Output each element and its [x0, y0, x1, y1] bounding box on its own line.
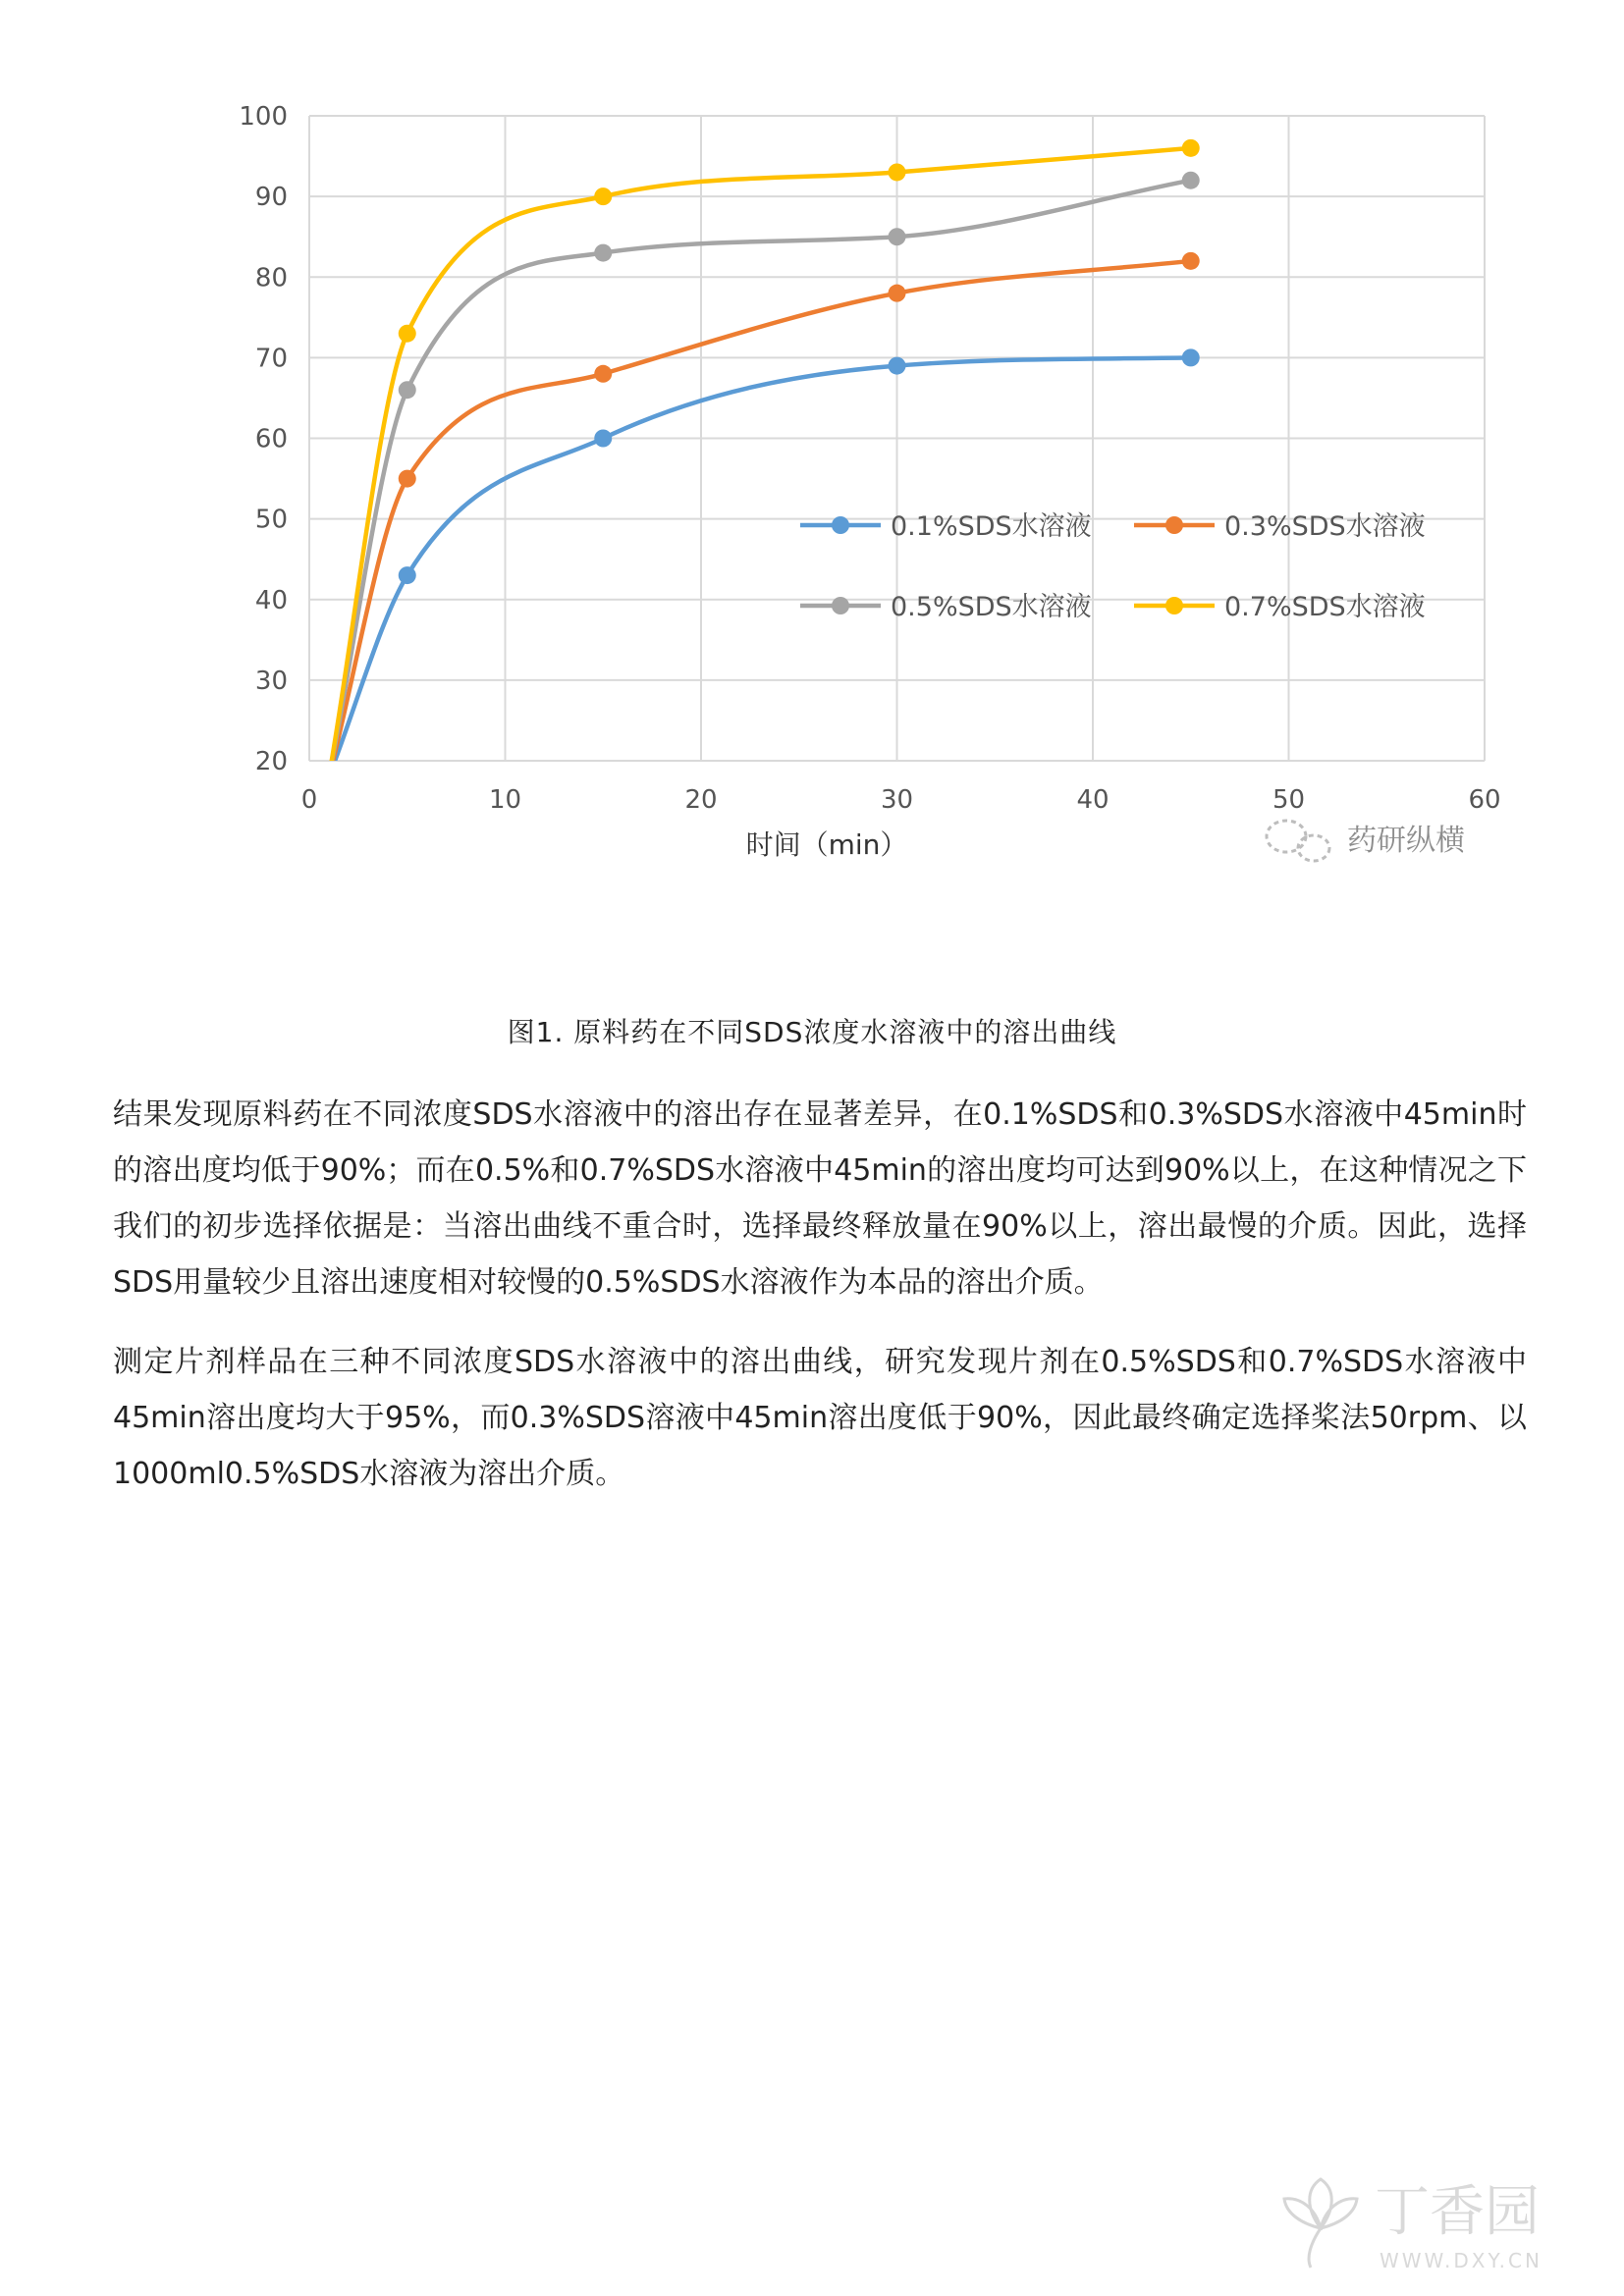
data-point: [399, 566, 416, 584]
x-tick-label: 60: [1468, 785, 1501, 815]
x-axis-label: 时间（min）: [745, 828, 908, 861]
x-tick-label: 10: [488, 785, 522, 815]
legend-swatch-marker: [1165, 597, 1183, 614]
data-point: [889, 163, 906, 181]
dissolution-chart: [0, 0, 1624, 903]
data-point: [1182, 139, 1200, 157]
data-point: [1182, 172, 1200, 189]
x-tick-label: 20: [684, 785, 718, 815]
x-tick-label: 0: [300, 785, 318, 815]
data-point: [399, 470, 416, 488]
legend-label: 0.5%SDS水溶液: [891, 592, 1092, 622]
y-tick-label: 40: [254, 585, 288, 615]
y-axis-ticks: [239, 102, 288, 776]
data-point: [889, 285, 906, 302]
paragraph-1: 结果发现原料药在不同浓度SDS水溶液中的溶出存在显著差异，在0.1%SDS和0.3%SDS水溶液中45min时的溶出度均低于90%；而在0.5%和0.7%SDS水溶液中45min的溶出度均可达到90%以上，在这种情况之下我们的初步选择依据是：当溶出曲线不重合时，选择最终释放量在90%以上，溶出最慢的介质。因此，选择SDS用量较少且溶出速度相对较慢的0.5%SDS水溶液作为本品的溶出介质。: [113, 1097, 1527, 1300]
data-point: [1182, 252, 1200, 270]
y-tick-label: 50: [254, 505, 288, 535]
data-point: [594, 430, 612, 448]
x-tick-label: 50: [1272, 785, 1306, 815]
chart-grid: [309, 116, 1485, 761]
legend-label: 0.1%SDS水溶液: [891, 511, 1092, 542]
data-point: [889, 357, 906, 375]
chart-lines: [329, 148, 1191, 777]
legend-swatch-marker: [832, 516, 849, 534]
legend-label: 0.3%SDS水溶液: [1224, 511, 1426, 542]
y-tick-label: 60: [254, 424, 288, 454]
data-point: [399, 325, 416, 343]
chart-watermark: [1267, 821, 1465, 861]
y-tick-label: 20: [254, 747, 288, 776]
y-tick-label: 30: [254, 666, 288, 696]
legend-item: [800, 592, 1092, 622]
legend-item: [1134, 511, 1426, 542]
legend-item: [1134, 592, 1426, 622]
y-tick-label: 100: [239, 102, 288, 132]
x-tick-label: 40: [1076, 785, 1110, 815]
data-point: [594, 365, 612, 383]
footer-watermark: [1276, 2169, 1600, 2287]
legend-item: [800, 511, 1092, 542]
data-point: [1182, 348, 1200, 366]
y-tick-label: 90: [254, 183, 288, 213]
y-tick-label: 80: [254, 263, 288, 294]
x-tick-label: 30: [880, 785, 914, 815]
watermark-text: 药研纵横: [1347, 824, 1465, 858]
x-axis-ticks: [301, 785, 1501, 815]
footer-watermark-url: WWW.DXY.CN: [1380, 2249, 1543, 2272]
wechat-icon: [1267, 821, 1329, 861]
paragraph-2: 测定片剂样品在三种不同浓度SDS水溶液中的溶出曲线，研究发现片剂在0.5%SDS和0.7%SDS水溶液中45min溶出度均大于95%，而0.3%SDS溶液中45min溶出度低于90%，因此最终确定选择桨法50rpm、以1000ml0.5%SDS水溶液为溶出介质。: [113, 1345, 1527, 1491]
flower-logo-icon: [1284, 2179, 1357, 2268]
data-point: [399, 381, 416, 399]
series-line-3: [329, 181, 1191, 777]
chart-legend: [800, 511, 1426, 622]
legend-swatch-marker: [832, 597, 849, 614]
figure-caption: 图1. 原料药在不同SDS浓度水溶液中的溶出曲线: [507, 1016, 1117, 1048]
data-point: [594, 244, 612, 262]
y-tick-label: 70: [254, 344, 288, 374]
legend-swatch-marker: [1165, 516, 1183, 534]
legend-label: 0.7%SDS水溶液: [1224, 592, 1426, 622]
data-point: [594, 187, 612, 205]
data-point: [889, 228, 906, 245]
footer-watermark-name: 丁香园: [1375, 2180, 1540, 2244]
